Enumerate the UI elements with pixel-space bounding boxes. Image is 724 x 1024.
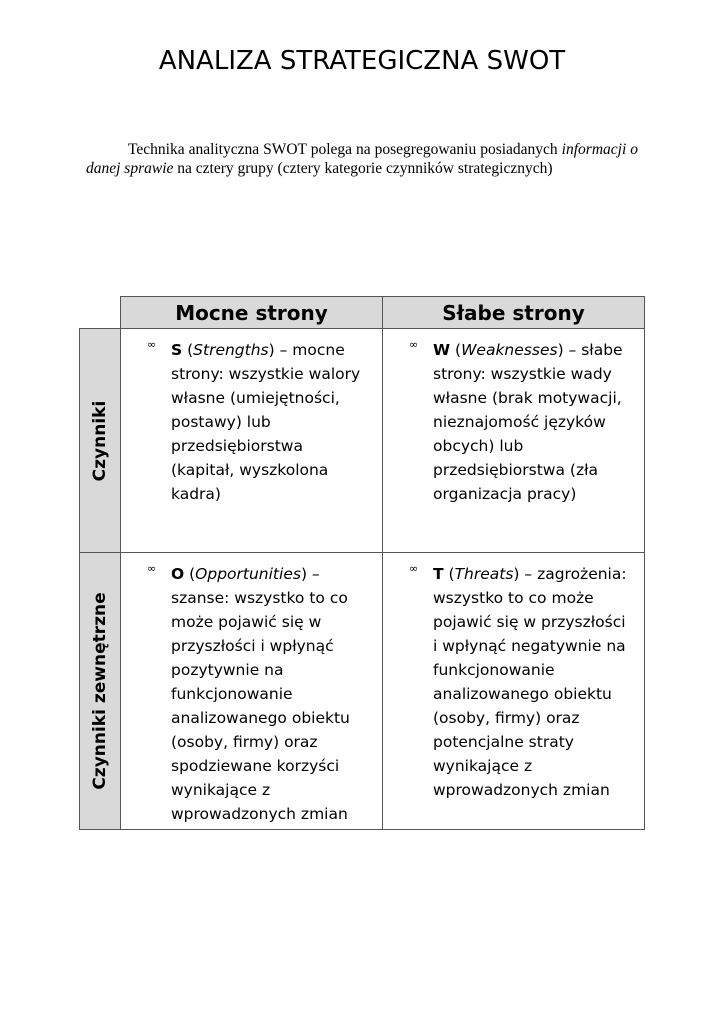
cell-threats: ∞ T (Threats) – zagrożenia: wszystko to co może pojawić się w przyszłości i wpłynąć negatywnie na funkcjonowanie analizowanego obiektu (osoby, firmy) oraz potencjalne straty wynikające z wprowadzonych zmian bbox=[383, 553, 645, 830]
page-title: ANALIZA STRATEGICZNA SWOT bbox=[158, 46, 566, 76]
column-header-strengths: Mocne strony bbox=[121, 297, 383, 329]
bullet-icon: ∞ bbox=[409, 562, 419, 575]
strengths-term: Strengths bbox=[193, 341, 269, 359]
strengths-description: ) – mocne strony: wszystkie walory własne (umiejętności, postawy) lub przedsiębiorstwa (kapitał, wyszkolona kadra) bbox=[171, 341, 361, 503]
bullet-icon: ∞ bbox=[147, 338, 157, 351]
opportunities-description: ) – szanse: wszystko to co może pojawić się w przyszłości i wpłynąć pozytywnie na funkcjonowanie analizowanego obiektu (osoby, firmy) oraz spodziewane korzyści wynikające z wprowadzonych zmian bbox=[171, 565, 350, 823]
bullet-icon: ∞ bbox=[409, 338, 419, 351]
bullet-icon: ∞ bbox=[147, 562, 157, 575]
row-header-internal bbox=[80, 329, 121, 553]
intro-paragraph bbox=[86, 140, 638, 178]
cell-opportunities: ∞ O (Opportunities) – szanse: wszystko to co może pojawić się w przyszłości i wpłynąć pozytywnie na funkcjonowanie analizowanego obiektu (osoby, firmy) oraz spodziewane korzyści wynikające z wprowadzonych zmian bbox=[121, 553, 383, 830]
intro-text-start: Technika analityczna SWOT polega na posegregowaniu posiadanych bbox=[128, 141, 562, 158]
cell-strengths: ∞ S (Strengths) – mocne strony: wszystkie walory własne (umiejętności, postawy) lub przedsiębiorstwa (kapitał, wyszkolona kadra) bbox=[121, 329, 383, 553]
strengths-letter: S bbox=[171, 341, 183, 359]
row-header-external bbox=[80, 553, 121, 830]
threats-term: Threats bbox=[454, 565, 514, 583]
weaknesses-description: ) – słabe strony: wszystkie wady własne (brak motywacji, nieznajomość języków obcych) lub przedsiębiorstwa (zła organizacja pracy) bbox=[433, 341, 623, 503]
opportunities-term: Opportunities bbox=[195, 565, 301, 583]
threats-description: ) – zagrożenia: wszystko to co może pojawić się w przyszłości i wpłynąć negatywnie na funkcjonowanie analizowanego obiektu (osoby, firmy) oraz potencjalne straty wynikające z wprowadzonych zmian bbox=[433, 565, 627, 799]
row-header-external-label: Czynniki zewnętrzne bbox=[90, 592, 110, 790]
opportunities-letter: O bbox=[171, 565, 185, 583]
intro-text-end: na cztery grupy (cztery kategorie czynników strategicznych) bbox=[173, 160, 553, 177]
table-corner bbox=[80, 297, 121, 329]
cell-weaknesses: ∞ W (Weaknesses) – słabe strony: wszystkie wady własne (brak motywacji, nieznajomość języków obcych) lub przedsiębiorstwa (zła organizacja pracy) bbox=[383, 329, 645, 553]
threats-letter: T bbox=[433, 565, 444, 583]
swot-table bbox=[79, 296, 645, 830]
weaknesses-letter: W bbox=[433, 341, 451, 359]
column-header-weaknesses: Słabe strony bbox=[383, 297, 645, 329]
intro-italic-phrase: informacji o danej sprawie bbox=[86, 141, 638, 177]
weaknesses-term: Weaknesses bbox=[461, 341, 558, 359]
row-header-internal-label: Czynniki bbox=[90, 400, 110, 481]
